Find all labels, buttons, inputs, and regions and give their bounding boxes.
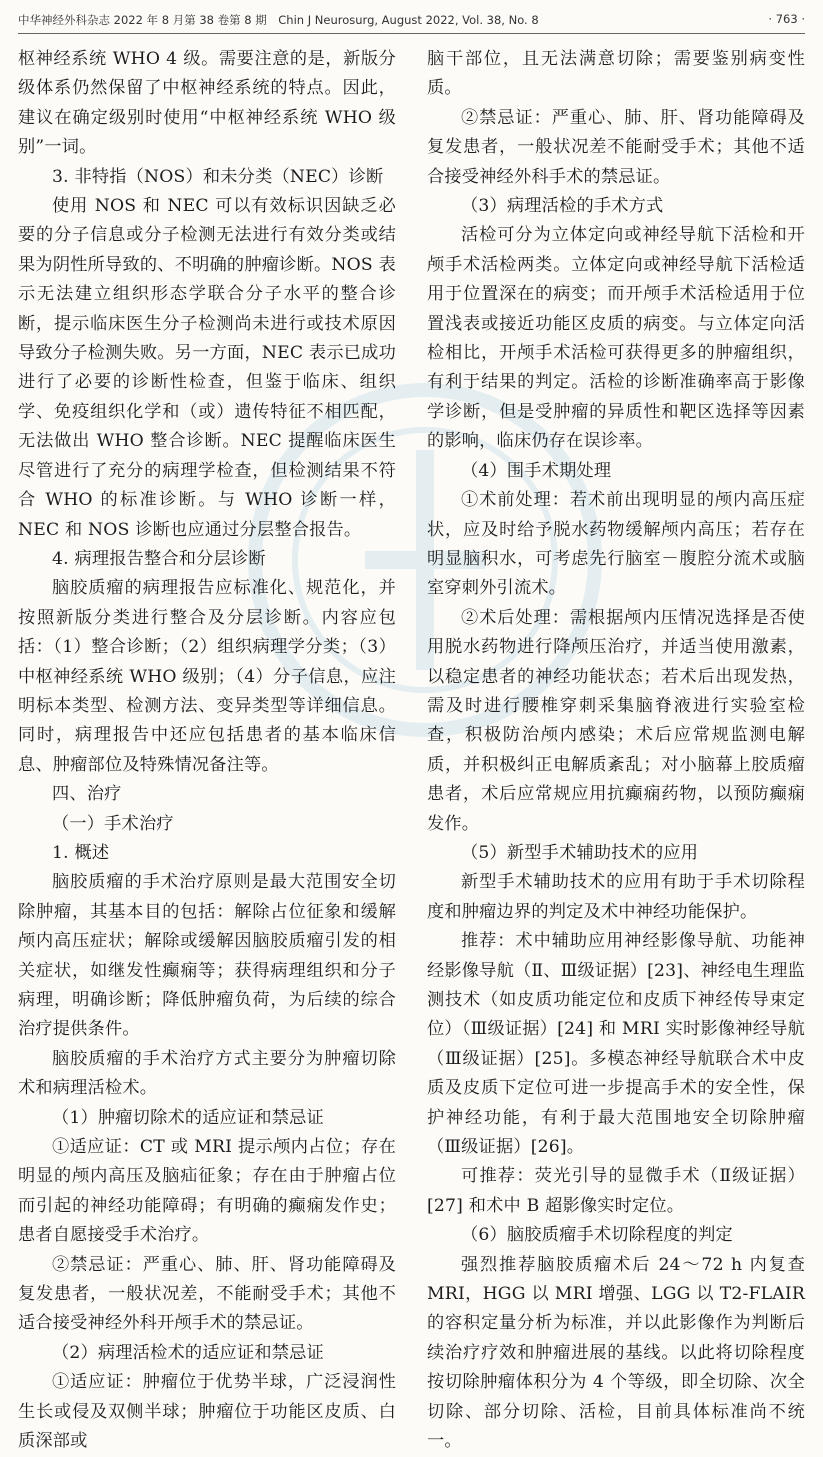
section-heading: （一）手术治疗: [52, 813, 174, 834]
page-number: · 763 ·: [768, 12, 805, 26]
paragraph: ①适应证：CT 或 MRI 提示颅内占位；存在明显的颅内高压及脑疝征象；存在由于肿瘤占位而引起的神经功能障碍；有明确的癫痫发作史；患者自愿接受手术治疗。: [18, 1137, 396, 1246]
paragraph: ①适应证：肿瘤位于优势半球，广泛浸润性生长或侵及双侧半球；肿瘤位于功能区皮质、白质深部或: [18, 1372, 396, 1452]
header-rule: [18, 33, 805, 34]
journal-citation: 中华神经外科杂志 2022 年 8 月第 38 卷第 8 期 Chin J Neurosurg, August 2022, Vol. 38, No. 8: [18, 13, 539, 27]
paragraph: ②禁忌证：严重心、肺、肝、肾功能障碍及复发患者，一般状况差，不能耐受手术；其他不适合接受神经外科开颅手术的禁忌证。: [18, 1254, 396, 1334]
paragraph: 可推荐：荧光引导的显微手术（Ⅱ级证据）[27] 和术中 B 超影像实时定位。: [427, 1166, 805, 1216]
section-heading: 4. 病理报告整合和分层诊断: [52, 548, 266, 569]
paragraph: ①术前处理：若术前出现明显的颅内高压症状，应及时给予脱水药物缓解颅内高压；若存在明显脑积水，可考虑先行脑室－腹腔分流术或脑室穿刺外引流术。: [427, 490, 805, 599]
section-heading: （4）围手术期处理: [461, 460, 612, 481]
right-column: [427, 45, 805, 1457]
section-heading: （1）肿瘤切除术的适应证和禁忌证: [52, 1107, 324, 1128]
section-heading: （5）新型手术辅助技术的应用: [461, 842, 699, 863]
paragraph: 推荐：术中辅助应用神经影像导航、功能神经影像导航（Ⅱ、Ⅲ级证据）[23]、神经电生理监测技术（如皮质功能定位和皮质下神经传导束定位）（Ⅲ级证据）[24] 和 MRI 实时影像神经导航（Ⅲ级证据）[25]。多模态神经导航联合术中皮质及皮质下定位可进一步提高手术的安全性，保护神经功能，有利于最大范围地安全切除肿瘤（Ⅲ级证据）[26]。: [427, 931, 805, 1158]
running-header: [18, 12, 805, 28]
paragraph: 强烈推荐脑胶质瘤术后 24～72 h 内复查 MRI，HGG 以 MRI 增强、LGG 以 T2-FLAIR 的容积定量分析为标准，并以此影像作为判断后续治疗疗效和肿瘤进展的基线。以此将切除程度按切除肿瘤体积分为 4 个等级，即全切除、次全切除、部分切除、活检，目前具体标准尚不统一。: [427, 1254, 805, 1452]
paragraph: 脑干部位，且无法满意切除；需要鉴别病变性质。: [427, 49, 805, 99]
paragraph: 脑胶质瘤的手术治疗方式主要分为肿瘤切除术和病理活检术。: [18, 1048, 396, 1099]
paragraph: ②禁忌证：严重心、肺、肝、肾功能障碍及复发患者，一般状况差不能耐受手术；其他不适合接受神经外科手术的禁忌证。: [427, 107, 805, 187]
paragraph: 活检可分为立体定向或神经导航下活检和开颅手术活检两类。立体定向或神经导航下活检适用于位置深在的病变；而开颅手术活检适用于位置浅表或接近功能区皮质的病变。与立体定向活检相比，开颅手术活检可获得更多的肿瘤组织，有利于结果的判定。活检的诊断准确率高于影像学诊断，但是受肿瘤的异质性和靶区选择等因素的影响，临床仍存在误诊率。: [427, 225, 805, 452]
section-heading: 四、治疗: [52, 784, 122, 805]
section-heading: 3. 非特指（NOS）和未分类（NEC）诊断: [52, 166, 384, 187]
paragraph: ②术后处理：需根据颅内压情况选择是否使用脱水药物进行降颅压治疗，并适当使用激素，以稳定患者的神经功能状态；若术后出现发热，需及时进行腰椎穿刺采集脑脊液进行实验室检查，积极防治颅内感染；术后应常规监测电解质，并积极纠正电解质紊乱；对小脑幕上胶质瘤患者，术后应常规应用抗癫痫药物，以预防癫痫发作。: [427, 607, 805, 834]
paragraph: 脑胶质瘤的手术治疗原则是最大范围安全切除肿瘤，其基本目的包括：解除占位征象和缓解颅内高压症状；解除或缓解因脑胶质瘤引发的相关症状，如继发性癫痫等；获得病理组织和分子病理，明确诊断；降低肿瘤负荷，为后续的综合治疗提供条件。: [18, 872, 396, 1040]
paragraph: 脑胶质瘤的病理报告应标准化、规范化，并按照新版分类进行整合及分层诊断。内容应包括：（1）整合诊断；（2）组织病理学分类；（3）中枢神经系统 WHO 级别；（4）分子信息，应注明标本类型、检测方法、变异类型等详细信息。同时，病理报告中还应包括患者的基本临床信息、肿瘤部位及特殊情况备注等。: [18, 578, 396, 775]
section-heading: 1. 概述: [52, 842, 110, 863]
section-heading: （3）病理活检的手术方式: [461, 196, 664, 217]
left-column: [18, 45, 396, 1457]
paragraph: 使用 NOS 和 NEC 可以有效标识因缺乏必要的分子信息或分子检测无法进行有效分类或结果为阴性所导致的、不明确的肿瘤诊断。NOS 表示无法建立组织形态学联合分子水平的整合诊断，提示临床医生分子检测尚未进行或技术原因导致分子检测失败。另一方面，NEC 表示已成功进行了必要的诊断性检查，但鉴于临床、组织学、免疫组织化学和（或）遗传特征不相匹配，无法做出 WHO 整合诊断。NEC 提醒临床医生尽管进行了充分的病理学检查，但检测结果不符合 WHO 的标准诊断。与 WHO 诊断一样，NEC 和 NOS 诊断也应通过分层整合报告。: [18, 196, 396, 540]
paragraph: 枢神经系统 WHO 4 级。需要注意的是，新版分级体系仍然保留了中枢神经系统的特点。因此，建议在确定级别时使用“中枢神经系统 WHO 级别”一词。: [18, 49, 396, 158]
section-heading: （2）病理活检术的适应证和禁忌证: [52, 1342, 324, 1363]
paragraph: 新型手术辅助技术的应用有助于手术切除程度和肿瘤边界的判定及术中神经功能保护。: [427, 872, 805, 922]
section-heading: （6）脑胶质瘤手术切除程度的判定: [461, 1225, 733, 1246]
